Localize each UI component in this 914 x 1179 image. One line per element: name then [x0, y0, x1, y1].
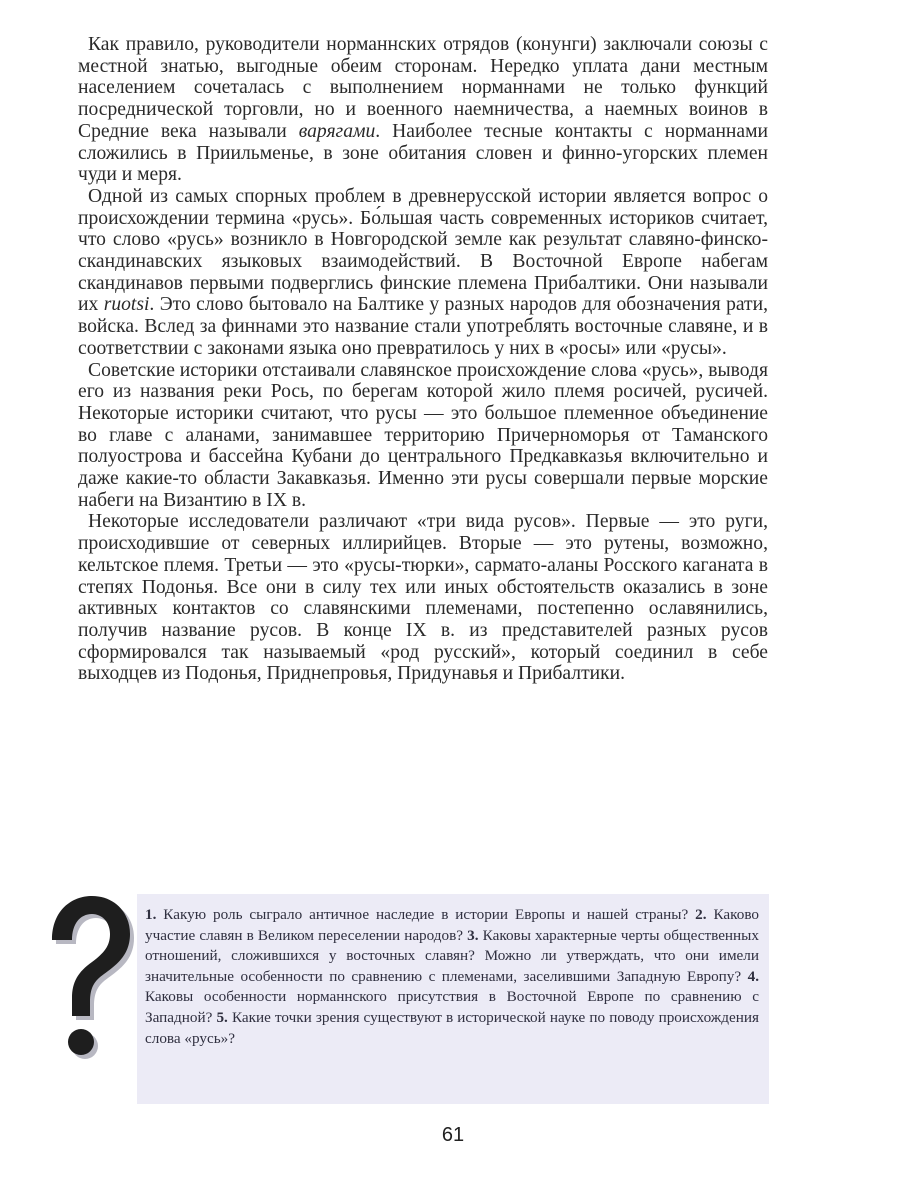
question-mark-icon — [38, 892, 138, 1072]
paragraph: Как правило, руководители норманнских отрядов (конунги) заключали союзы с местной знатью, выгодные обеим сторонам. Нередко уплата дани местным населением сочеталась с выполнением норманнами не только функций посреднической торговли, но и военного наемничества, а наемных воинов в Средние века называли варягами. Наиболее тесные контакты с норманнами сложились в Приильменье, в зоне обитания словен и финно-угорских племен чуди и меря. — [78, 34, 768, 186]
question-number: 2. — [695, 906, 707, 923]
question-text: Каково участие славян в Великом переселении народов? — [145, 906, 759, 944]
question-number: 5. — [216, 1008, 228, 1026]
question-text: Каковы характерные черты общественных отношений, сложившихся у восточных славян? Можно ли утверждать, что они имели значительные особенности по сравнению с племенами, заселившими Западную Европу? — [145, 926, 759, 985]
paragraph: Одной из самых спорных проблем в древнерусской истории является вопрос о происхождении термина «русь». Бо́льшая часть современных историков считает, что слово «русь» возникло в Новгородской земле как результат славяно-финско-скандинавских языковых взаимодействий. В Восточной Европе набегам скандинавов первыми подверглись финские племена Прибалтики. Они называли их ruotsi. Это слово бытовало на Балтике у разных народов для обозначения рати, войска. Вслед за финнами это название стали употреблять восточные славяне, и в соответствии с законами языка оно превратилось у них в «росы» или «русы». — [78, 185, 769, 359]
paragraph: Советские историки отстаивали славянское происхождение слова «русь», выводя его из названия реки Рось, по берегам которой жило племя росичей, русичей. Некоторые историки считают, что русы — это большое племенное объединение во главе с аланами, занимавшее территорию Причерноморья от Таманского полуострова и бассейна Кубани до центрального Предкавказья включительно и даже какие-то области Закавказья. Именно эти русы совершали первые морские набеги на Византию в IX в. — [78, 359, 768, 511]
question-text: Какую роль сыграло античное наследие в истории Европы и нашей страны? — [156, 906, 696, 923]
question-number: 3. — [467, 926, 479, 944]
question-text: Какие точки зрения существуют в исторической науке по поводу происхождения слова «русь»? — [145, 1008, 759, 1047]
question-number: 4. — [747, 967, 759, 985]
question-text: Каковы особенности норманнского присутствия в Восточной Европе по сравнению с Западной? — [145, 988, 759, 1026]
paragraph: Некоторые исследователи различают «три вида русов». Первые — это руги, происходившие от северных иллирийцев. Вторые — это рутены, возможно, кельтское племя. Третьи — это «русы-тюрки», сарматo-аланы Росского каганата в степях Подонья. Все они в силу тех или иных обстоятельств оказались в зоне активных контактов со славянскими племенами, постепенно ославянились, получив название русов. В конце IX в. из представителей разных русов сформировался так называемый «род русский», который соединил в себе выходцев из Подонья, Приднепровья, Придунавья и Прибалтики. — [78, 511, 768, 685]
main-text — [78, 34, 768, 685]
question-number: 1. — [145, 906, 157, 923]
questions-text — [145, 905, 759, 1049]
italic-term: ruotsi — [103, 294, 150, 316]
italic-term: варягами — [298, 120, 376, 142]
page-number: 61 — [441, 1124, 465, 1146]
